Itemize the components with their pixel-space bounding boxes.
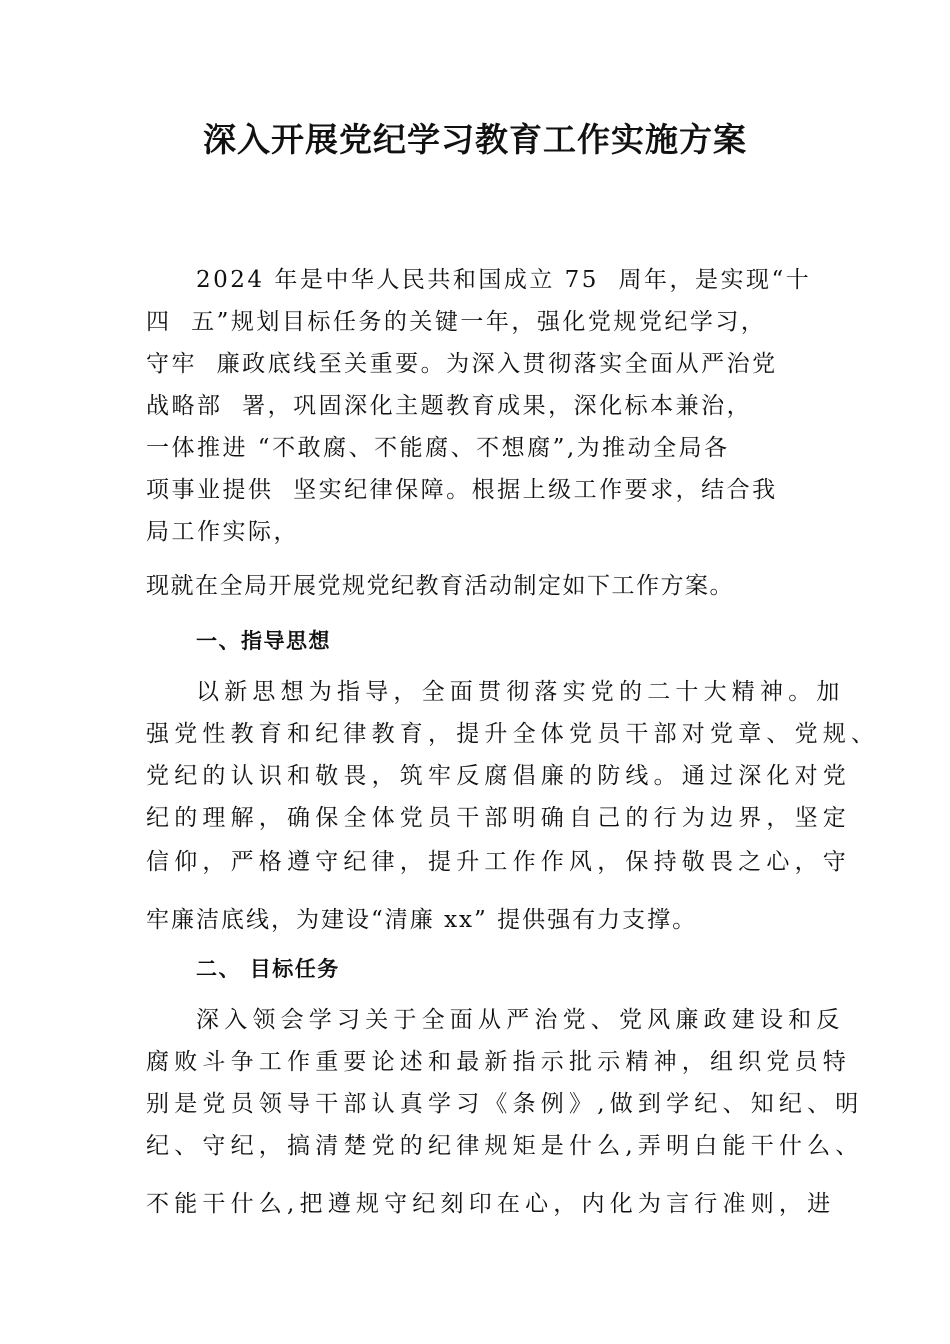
text-line: 强党性教育和纪律教育，提升全体党员干部对党章、党规、 [146, 721, 880, 747]
text-line: 深入领会学习关于全面从严治党、党风廉政建设和反 [196, 1007, 845, 1033]
text-line: 项事业提供 坚实纪律保障。根据上级工作要求，结合我 [146, 477, 778, 503]
text-line: 别是党员领导干部认真学习《条例》,做到学纪、知纪、明 [146, 1091, 864, 1117]
section-heading: 二、 目标任务 [196, 957, 340, 981]
text-line: 2024 年是中华人民共和国成立 75 周年，是实现“十 [196, 267, 812, 293]
text-line: 党纪的认识和敬畏，筑牢反腐倡廉的防线。通过深化对党 [146, 763, 851, 789]
text-line: 四 五”规划目标任务的关键一年，强化党规党纪学习， [146, 309, 767, 335]
text-line: 腐败斗争工作重要论述和最新指示批示精神，组织党员特 [146, 1049, 851, 1075]
text-line: 局工作实际， [146, 519, 299, 545]
text-line: 守牢 廉政底线至关重要。为深入贯彻落实全面从严治党 [146, 351, 778, 377]
text-line: 战略部 署，巩固深化主题教育成果，深化标本兼治， [146, 393, 753, 419]
text-line: 信仰，严格遵守纪律，提升工作作风，保持敬畏之心，守 [146, 849, 851, 875]
text-line: 不能干什么,把遵规守纪刻印在心，内化为言行准则，进 [146, 1191, 836, 1217]
text-line: 牢廉洁底线，为建设“清廉 xx” 提供强有力支撑。 [146, 907, 698, 933]
text-line: 以新思想为指导，全面贯彻落实党的二十大精神。加 [196, 679, 845, 705]
text-line: 一体推进 “不敢腐、不能腐、不想腐”,为推动全局各 [146, 435, 730, 461]
text-line: 现就在全局开展党规党纪教育活动制定如下工作方案。 [146, 573, 734, 599]
section-heading: 一、指导思想 [196, 629, 331, 653]
text-line: 纪、守纪，搞清楚党的纪律规矩是什么,弄明白能干什么、 [146, 1133, 864, 1159]
page-title: 深入开展党纪学习教育工作实施方案 [203, 120, 747, 159]
text-line: 纪的理解，确保全体党员干部明确自己的行为边界，坚定 [146, 805, 851, 831]
